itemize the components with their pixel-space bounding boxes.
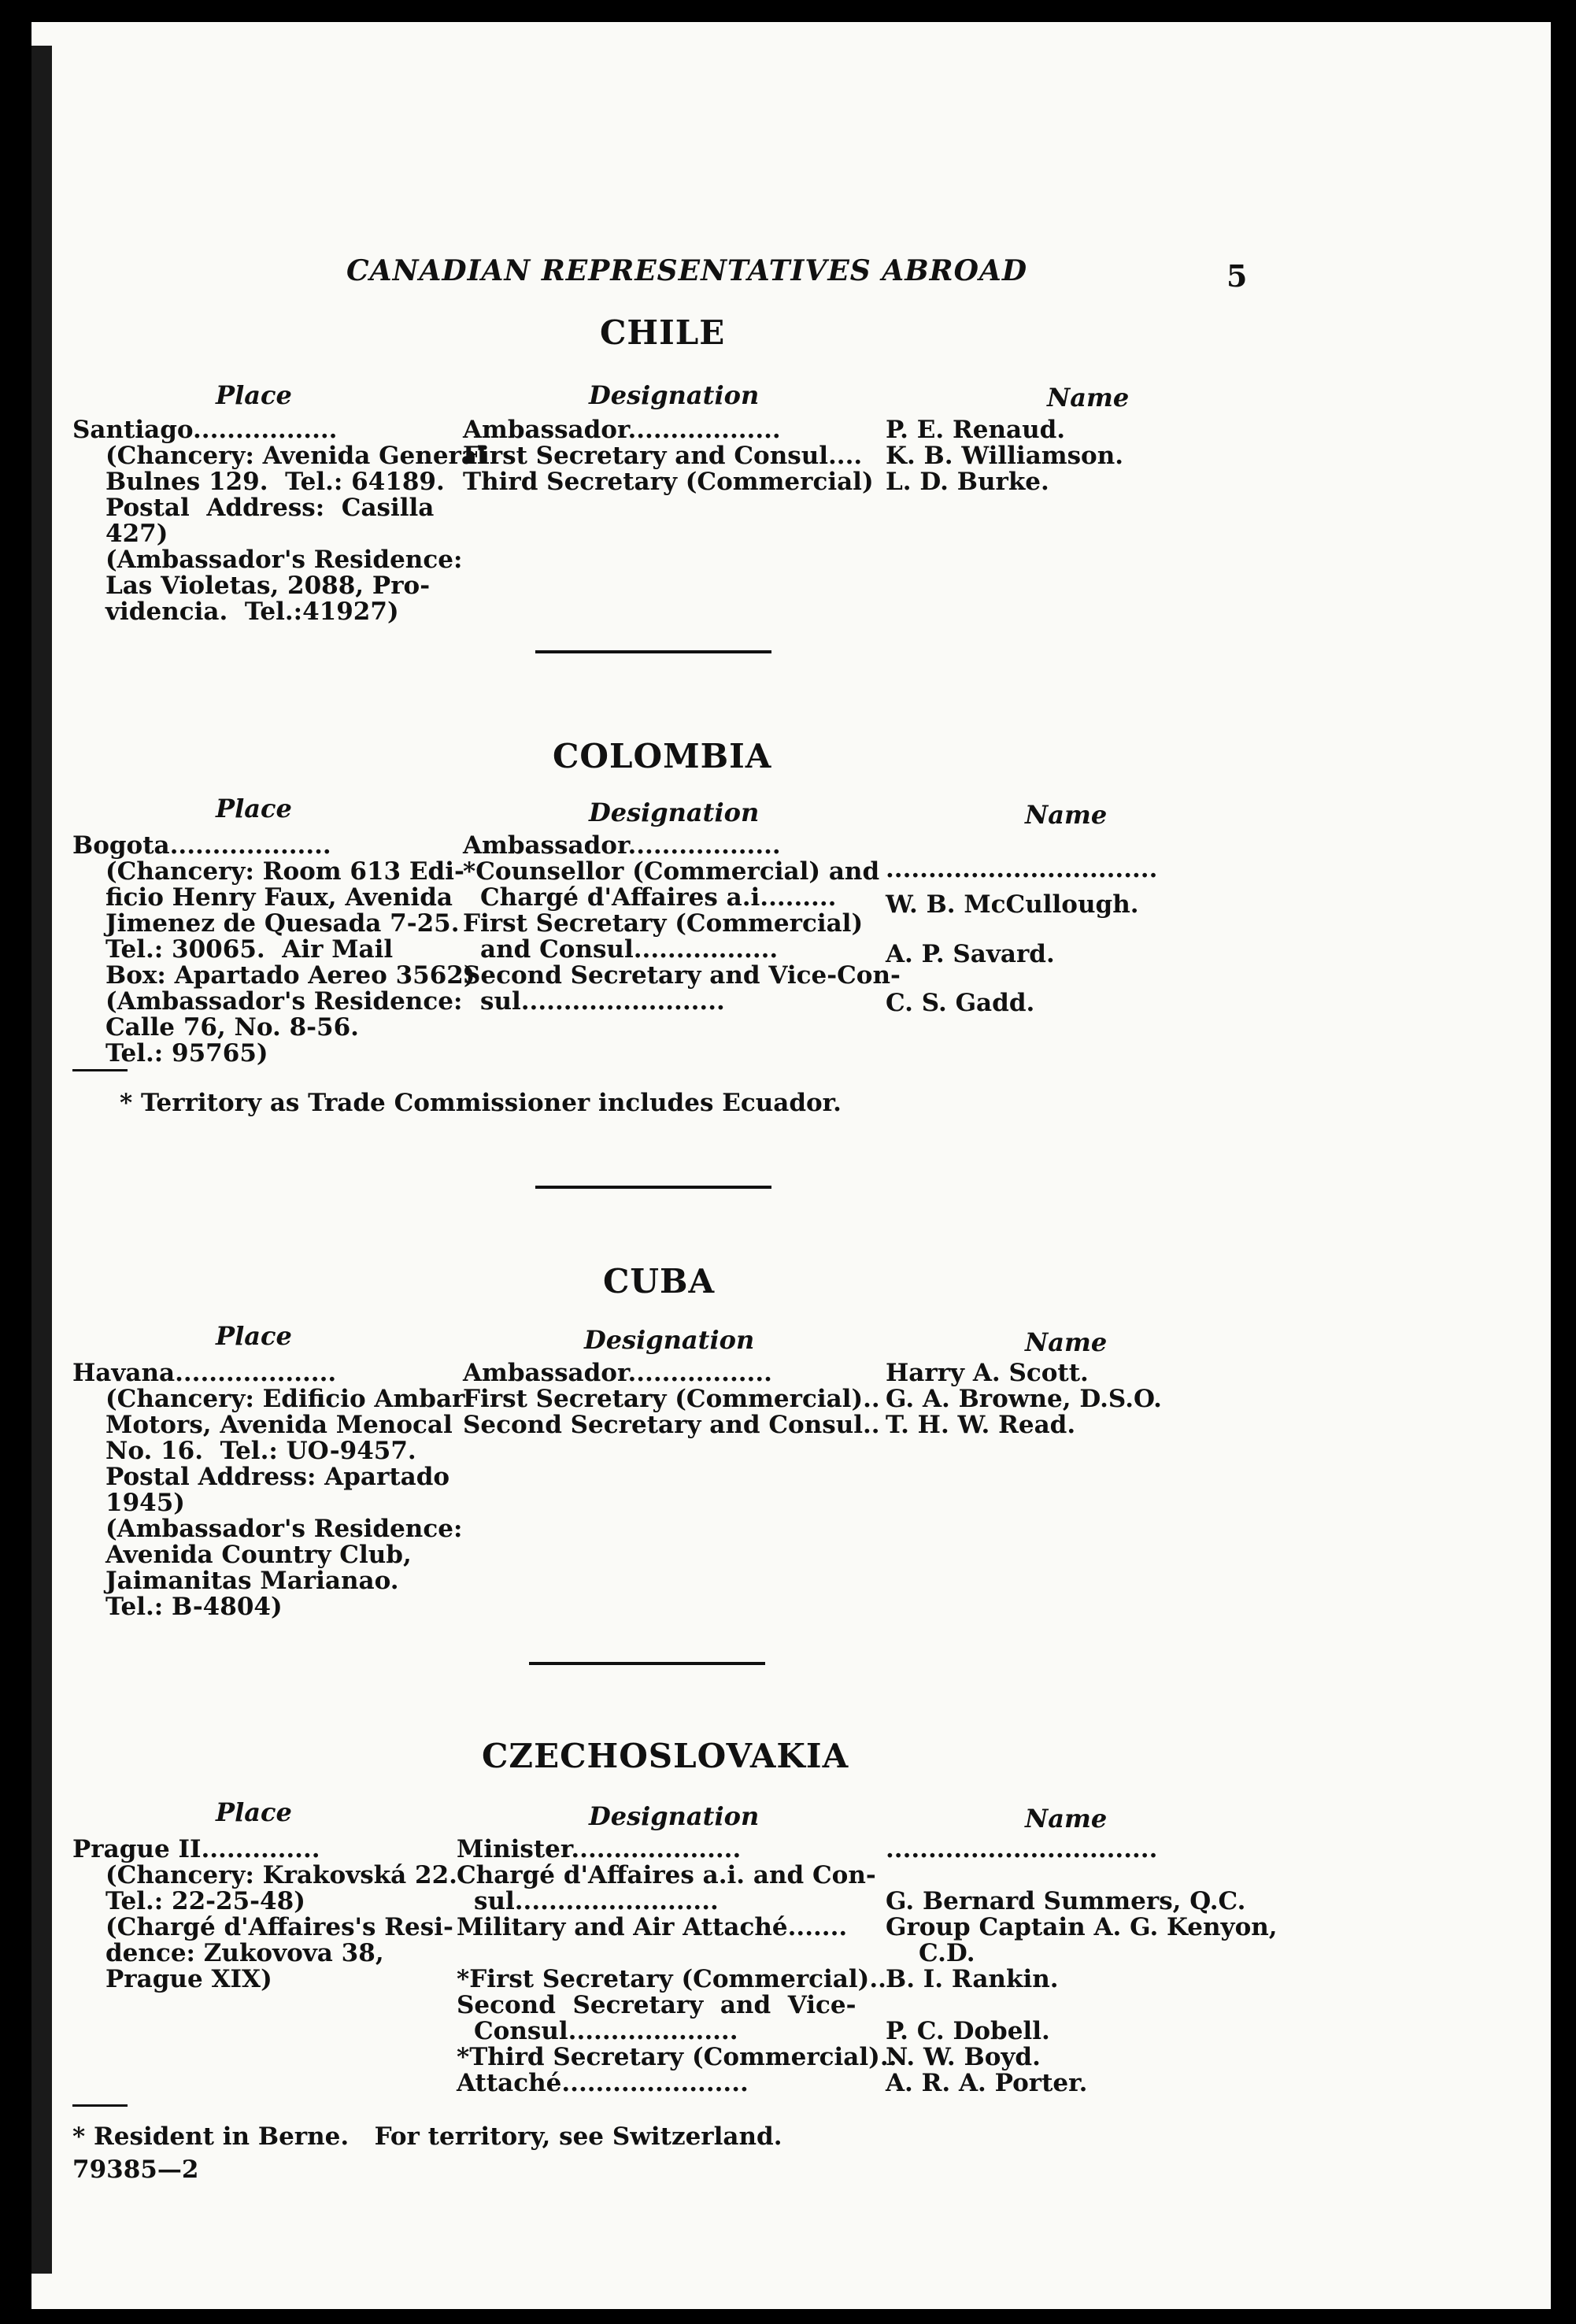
running-header: CANADIAN REPRESENTATIVES ABROAD — [346, 254, 1028, 287]
czech-desig-line: Second Secretary and Vice- — [457, 1991, 856, 2019]
col-place: Place — [216, 380, 292, 410]
czech-desig-line: sul........................ — [474, 1887, 719, 1915]
chile-place-line: (Chancery: Avenida General — [105, 442, 486, 470]
czech-desig-line: *First Secretary (Commercial).. — [457, 1965, 886, 1993]
cuba-name-line: G. A. Browne, D.S.O. — [886, 1385, 1162, 1413]
cuba-place-line: (Chancery: Edificio Ambar — [105, 1385, 465, 1413]
czechoslovakia-footnote: * Resident in Berne. For territory, see Switzerland. — [72, 2122, 782, 2151]
footnote-rule — [72, 1069, 128, 1071]
colombia-place-line: Calle 76, No. 8-56. — [105, 1013, 359, 1042]
cuba-place-line: No. 16. Tel.: UO-9457. — [105, 1437, 416, 1465]
cuba-place-line: Avenida Country Club, — [105, 1541, 412, 1569]
print-code: 79385—2 — [72, 2156, 199, 2184]
col-name: Name — [1025, 1327, 1108, 1357]
col-name: Name — [1025, 800, 1108, 830]
czech-name-line: N. W. Boyd. — [886, 2043, 1041, 2071]
czech-place-line: Prague XIX) — [105, 1965, 272, 1993]
cuba-place-line: 1945) — [105, 1489, 185, 1517]
colombia-desig-line: Chargé d'Affaires a.i......... — [480, 883, 837, 912]
czech-place-line: Prague II.............. — [72, 1835, 320, 1863]
colombia-desig-line: *Counsellor (Commercial) and — [463, 857, 880, 886]
czech-place-line: dence: Zukovova 38, — [105, 1939, 384, 1967]
colombia-desig-line: First Secretary (Commercial) — [463, 909, 864, 938]
colombia-name-line: C. S. Gadd. — [886, 989, 1035, 1017]
cuba-place-line: Tel.: B-4804) — [105, 1593, 283, 1621]
colombia-place-line: Tel.: 95765) — [105, 1039, 268, 1068]
chile-place-line: 427) — [105, 520, 168, 548]
col-name: Name — [1025, 1804, 1108, 1834]
cuba-place-line: Jaimanitas Marianao. — [105, 1567, 399, 1595]
chile-place-line: videncia. Tel.:41927) — [105, 598, 399, 626]
czech-name-line: C.D. — [919, 1939, 975, 1967]
col-place: Place — [216, 794, 292, 823]
section-rule — [535, 650, 771, 653]
czech-place-line: (Chancery: Krakovská 22. — [105, 1861, 457, 1889]
colombia-place-line: (Chancery: Room 613 Edi- — [105, 857, 464, 886]
chile-desig-line: Third Secretary (Commercial) — [463, 468, 874, 496]
section-rule — [535, 1186, 771, 1189]
czech-desig-line: Attaché...................... — [457, 2069, 749, 2097]
chile-desig-line: First Secretary and Consul.... — [463, 442, 863, 470]
colombia-place-line: Box: Apartado Aereo 3562) — [105, 961, 475, 990]
col-name: Name — [1047, 383, 1130, 413]
czech-name-line: ................................ — [886, 1835, 1158, 1863]
col-designation: Designation — [589, 797, 760, 827]
chile-name-line: L. D. Burke. — [886, 468, 1049, 496]
chile-place-line: Bulnes 129. Tel.: 64189. — [105, 468, 445, 496]
colombia-footnote: * Territory as Trade Commissioner includes Ecuador. — [120, 1089, 842, 1117]
colombia-desig-line: and Consul................. — [480, 935, 779, 964]
colombia-desig-line: sul........................ — [480, 987, 725, 1016]
chile-place-line: Postal Address: Casilla — [105, 494, 435, 522]
czech-name-line: A. R. A. Porter. — [886, 2069, 1088, 2097]
czech-place-line: (Chargé d'Affaires's Resi- — [105, 1913, 453, 1941]
chile-name-line: P. E. Renaud. — [886, 416, 1066, 444]
col-place: Place — [216, 1797, 292, 1827]
binding-edge — [31, 46, 52, 2274]
section-rule — [529, 1662, 765, 1665]
footnote-rule — [72, 2104, 128, 2107]
cuba-name-line: Harry A. Scott. — [886, 1359, 1089, 1387]
chile-name-line: K. B. Williamson. — [886, 442, 1124, 470]
colombia-name-line: ................................ — [886, 855, 1158, 883]
cuba-place-line: (Ambassador's Residence: — [105, 1515, 463, 1543]
colombia-name-line: W. B. McCullough. — [886, 890, 1139, 919]
cuba-desig-line: Second Secretary and Consul.. — [463, 1411, 880, 1439]
czech-place-line: Tel.: 22-25-48) — [105, 1887, 305, 1915]
cuba-desig-line: Ambassador................. — [463, 1359, 772, 1387]
colombia-place-line: Tel.: 30065. Air Mail — [105, 935, 394, 964]
colombia-name-line: A. P. Savard. — [886, 940, 1055, 968]
cuba-place-line: Motors, Avenida Menocal — [105, 1411, 453, 1439]
czech-desig-line: Military and Air Attaché....... — [457, 1913, 848, 1941]
col-designation: Designation — [589, 1801, 760, 1831]
col-place: Place — [216, 1321, 292, 1351]
chile-desig-line: Ambassador.................. — [463, 416, 781, 444]
czech-name-line: B. I. Rankin. — [886, 1965, 1059, 1993]
document-page — [31, 14, 1551, 2309]
chile-place-line: Santiago................. — [72, 416, 338, 444]
colombia-place-line: Jimenez de Quesada 7-25. — [105, 909, 460, 938]
cuba-desig-line: First Secretary (Commercial).. — [463, 1385, 880, 1413]
col-designation: Designation — [584, 1325, 755, 1355]
country-heading-cuba: CUBA — [603, 1262, 716, 1301]
czech-name-line: G. Bernard Summers, Q.C. — [886, 1887, 1246, 1915]
colombia-place-line: Bogota................... — [72, 831, 331, 860]
czech-name-line: Group Captain A. G. Kenyon, — [886, 1913, 1278, 1941]
chile-place-line: (Ambassador's Residence: — [105, 546, 463, 574]
czech-desig-line: Minister.................... — [457, 1835, 742, 1863]
country-heading-chile: CHILE — [600, 313, 726, 352]
cuba-name-line: T. H. W. Read. — [886, 1411, 1076, 1439]
colombia-place-line: (Ambassador's Residence: — [105, 987, 463, 1016]
chile-place-line: Las Violetas, 2088, Pro- — [105, 572, 431, 600]
country-heading-czechoslovakia: CZECHOSLOVAKIA — [482, 1737, 849, 1775]
country-heading-colombia: COLOMBIA — [553, 737, 772, 775]
cuba-place-line: Havana................... — [72, 1359, 337, 1387]
czech-name-line: P. C. Dobell. — [886, 2017, 1050, 2045]
colombia-desig-line: Second Secretary and Vice-Con- — [463, 961, 901, 990]
czech-desig-line: *Third Secretary (Commercial).. — [457, 2043, 897, 2071]
czech-desig-line: Consul.................... — [474, 2017, 738, 2045]
colombia-place-line: ficio Henry Faux, Avenida — [105, 883, 453, 912]
czech-desig-line: Chargé d'Affaires a.i. and Con- — [457, 1861, 876, 1889]
col-designation: Designation — [589, 380, 760, 410]
scan-top-border — [31, 14, 1551, 22]
colombia-desig-line: Ambassador.................. — [463, 831, 781, 860]
cuba-place-line: Postal Address: Apartado — [105, 1463, 450, 1491]
page-number: 5 — [1226, 258, 1248, 294]
